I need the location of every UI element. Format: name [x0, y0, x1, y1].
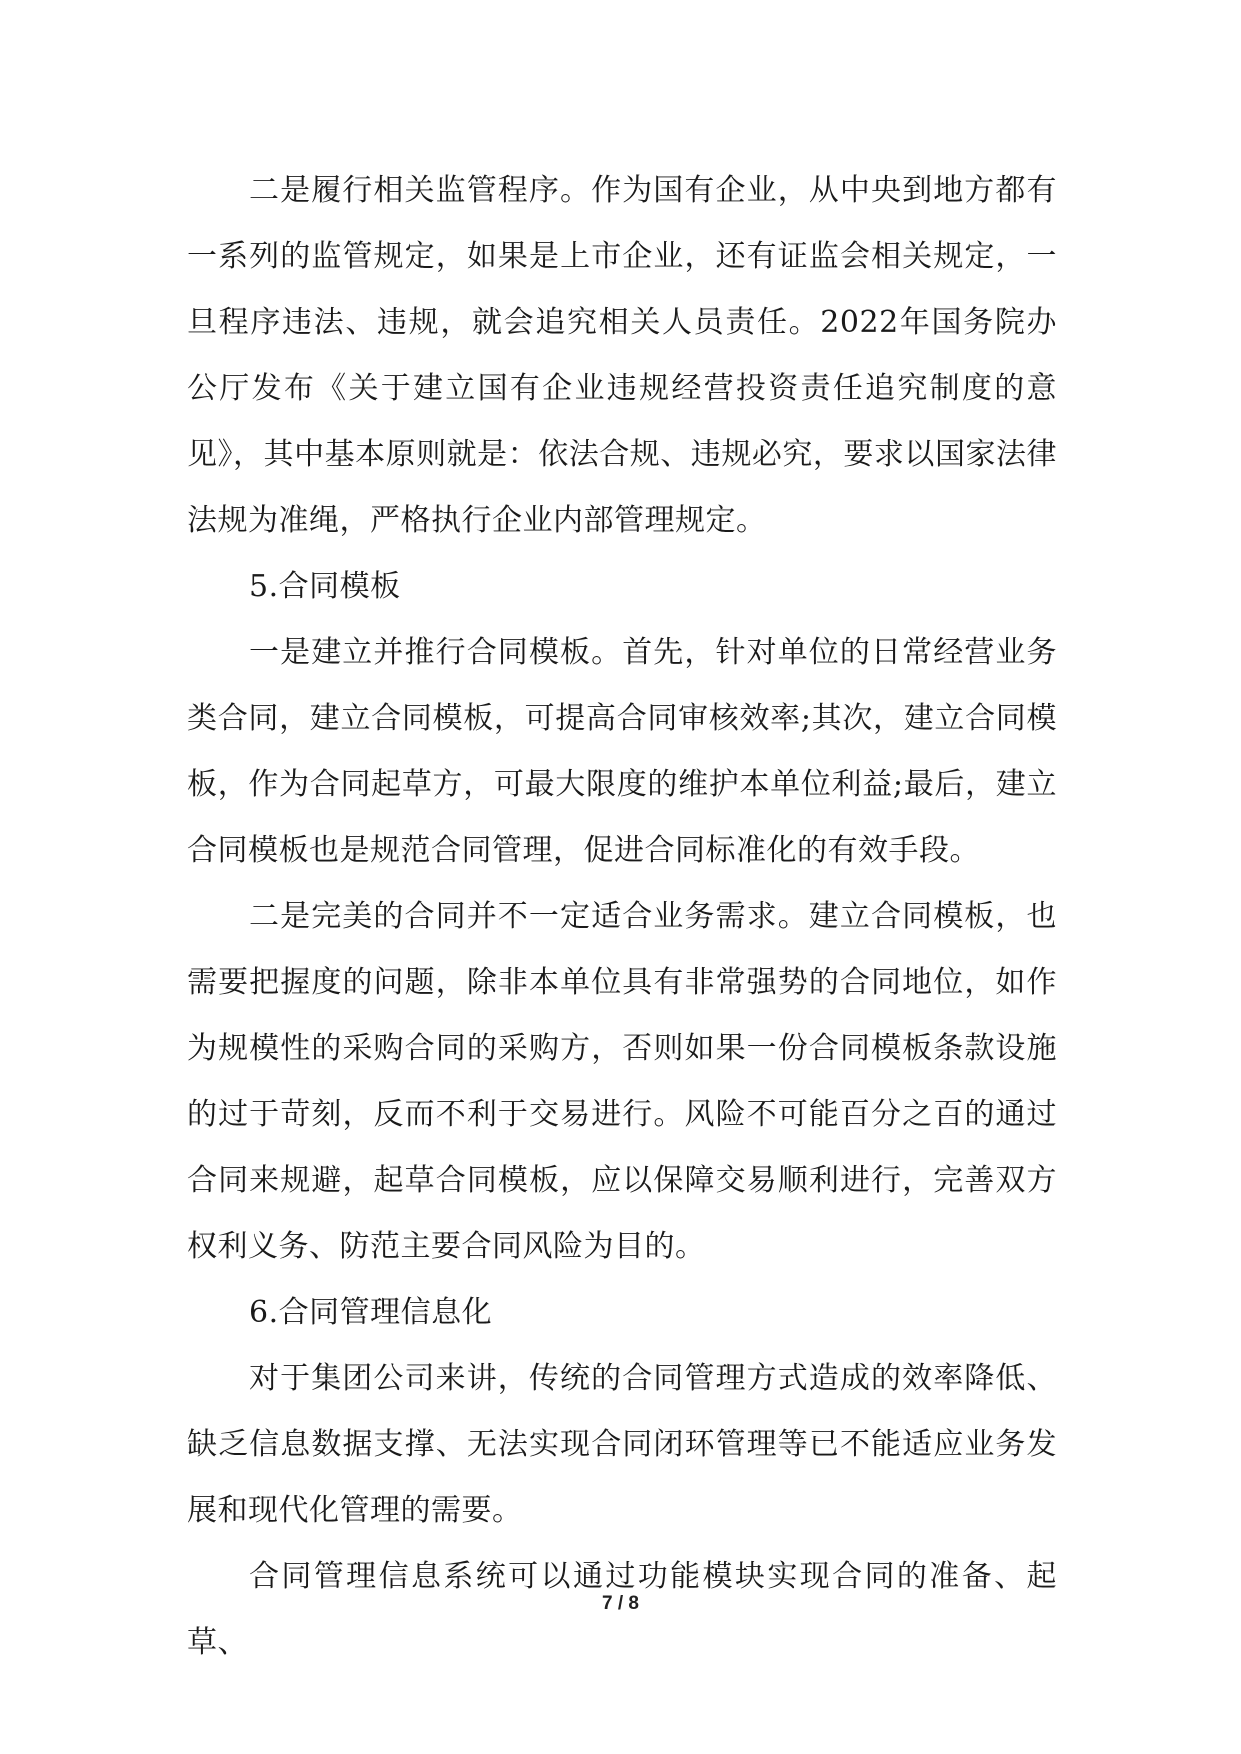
- section-heading-contract-template: 5.合同模板: [249, 569, 401, 604]
- paragraph-perfect-contract: 二是完美的合同并不一定适合业务需求。建立合同模板，也需要把握度的问题，除非本单位具有非常强势的合同地位，如作为规模性的采购合同的采购方，否则如果一份合同模板条款设施的过于苛刻，反而不利于交易进行。风险不可能百分之百的通过合同来规避，起草合同模板，应以保障交易顺利进行，完善双方权利义务、防范主要合同风险为目的。: [187, 899, 1057, 1264]
- paragraph-group-company: 对于集团公司来讲，传统的合同管理方式造成的效率降低、缺乏信息数据支撑、无法实现合同闭环管理等已不能适应业务发展和现代化管理的需要。: [187, 1361, 1057, 1528]
- paragraph-establish-template: 一是建立并推行合同模板。首先，针对单位的日常经营业务类合同，建立合同模板，可提高合同审核效率;其次，建立合同模板，作为合同起草方，可最大限度的维护本单位利益;最后，建立合同模板也是规范合同管理，促进合同标准化的有效手段。: [187, 635, 1057, 868]
- paragraph-supervision-procedure: 二是履行相关监管程序。作为国有企业，从中央到地方都有一系列的监管规定，如果是上市企业，还有证监会相关规定，一旦程序违法、违规，就会追究相关人员责任。2022年国务院办公厅发布《关于建立国有企业违规经营投资责任追究制度的意见》，其中基本原则就是：依法合规、违规必究，要求以国家法律法规为准绳，严格执行企业内部管理规定。: [187, 173, 1057, 538]
- paragraph-management-system: 合同管理信息系统可以通过功能模块实现合同的准备、起草、: [187, 1559, 1057, 1660]
- section-heading-contract-informatization: 6.合同管理信息化: [249, 1295, 493, 1330]
- document-body: [187, 158, 1057, 1676]
- page-number: 7 / 8: [602, 1593, 639, 1614]
